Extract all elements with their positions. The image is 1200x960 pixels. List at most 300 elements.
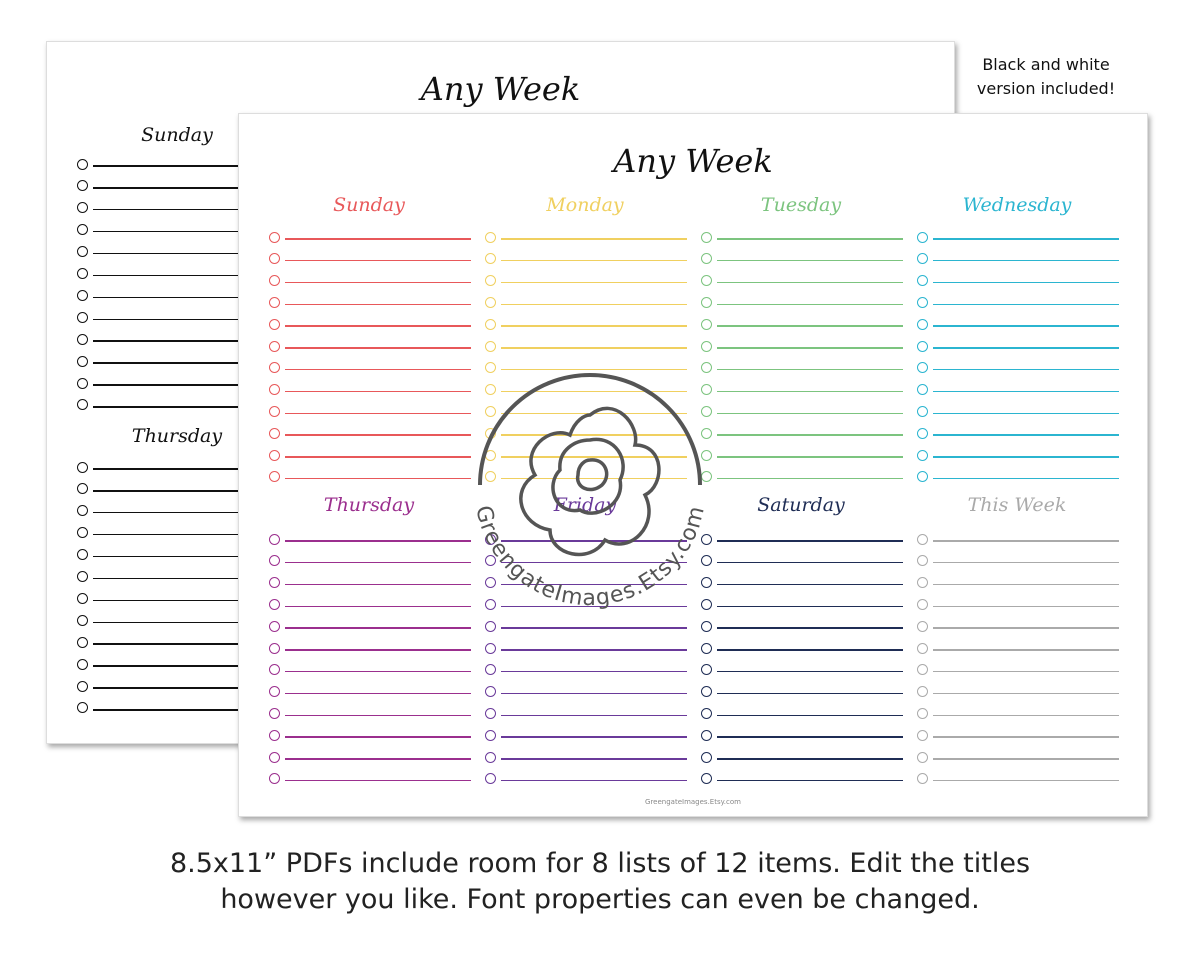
checkbox-circle-icon[interactable] [77, 637, 88, 648]
checklist-item[interactable] [917, 751, 1119, 763]
checkbox-circle-icon[interactable] [917, 232, 928, 243]
checkbox-circle-icon[interactable] [269, 471, 280, 482]
checklist-item[interactable] [77, 399, 242, 411]
checklist-item[interactable] [77, 333, 242, 345]
item-line[interactable] [93, 600, 242, 601]
checkbox-circle-icon[interactable] [77, 246, 88, 257]
item-line[interactable] [717, 584, 903, 585]
item-line[interactable] [933, 715, 1119, 716]
checkbox-circle-icon[interactable] [269, 773, 280, 784]
checklist-item[interactable] [917, 642, 1119, 654]
checkbox-circle-icon[interactable] [269, 253, 280, 264]
checklist-item[interactable] [701, 318, 903, 330]
item-line[interactable] [285, 325, 471, 326]
checklist-item[interactable] [77, 224, 242, 236]
item-line[interactable] [93, 231, 242, 232]
item-line[interactable] [501, 693, 687, 694]
checklist-item[interactable] [77, 527, 242, 539]
checklist-item[interactable] [701, 253, 903, 265]
checkbox-circle-icon[interactable] [269, 599, 280, 610]
item-line[interactable] [717, 562, 903, 563]
checklist-item[interactable] [701, 340, 903, 352]
checkbox-circle-icon[interactable] [701, 730, 712, 741]
checkbox-circle-icon[interactable] [701, 621, 712, 632]
checkbox-circle-icon[interactable] [701, 319, 712, 330]
checkbox-circle-icon[interactable] [701, 297, 712, 308]
checklist-item[interactable] [917, 296, 1119, 308]
checkbox-circle-icon[interactable] [917, 275, 928, 286]
checkbox-circle-icon[interactable] [269, 384, 280, 395]
item-line[interactable] [93, 340, 242, 341]
checklist-item[interactable] [485, 707, 687, 719]
checkbox-circle-icon[interactable] [917, 686, 928, 697]
item-line[interactable] [933, 304, 1119, 305]
checkbox-circle-icon[interactable] [917, 319, 928, 330]
checklist-item[interactable] [701, 707, 903, 719]
checklist-item[interactable] [485, 620, 687, 632]
checklist-item[interactable] [269, 340, 471, 352]
checklist-item[interactable] [701, 231, 903, 243]
item-line[interactable] [285, 736, 471, 737]
checkbox-circle-icon[interactable] [485, 643, 496, 654]
item-line[interactable] [501, 649, 687, 650]
item-line[interactable] [93, 187, 242, 188]
item-line[interactable] [93, 622, 242, 623]
item-line[interactable] [93, 512, 242, 513]
item-line[interactable] [717, 606, 903, 607]
checklist-item[interactable] [917, 707, 1119, 719]
checklist-item[interactable] [917, 253, 1119, 265]
checkbox-circle-icon[interactable] [269, 362, 280, 373]
item-line[interactable] [501, 260, 687, 261]
checkbox-circle-icon[interactable] [917, 621, 928, 632]
checkbox-circle-icon[interactable] [917, 730, 928, 741]
checklist-item[interactable] [77, 268, 242, 280]
checklist-item[interactable] [77, 592, 242, 604]
item-line[interactable] [717, 347, 903, 348]
item-line[interactable] [501, 736, 687, 737]
checklist-item[interactable] [917, 598, 1119, 610]
checklist-item[interactable] [485, 773, 687, 785]
checkbox-circle-icon[interactable] [917, 555, 928, 566]
checkbox-circle-icon[interactable] [917, 534, 928, 545]
item-line[interactable] [717, 671, 903, 672]
checkbox-circle-icon[interactable] [269, 341, 280, 352]
checkbox-circle-icon[interactable] [917, 384, 928, 395]
bw-list-heading: Thursday [131, 425, 223, 447]
checklist-item[interactable] [269, 318, 471, 330]
item-line[interactable] [933, 391, 1119, 392]
item-line[interactable] [93, 319, 242, 320]
item-line[interactable] [285, 627, 471, 628]
checklist-item[interactable] [77, 702, 242, 714]
item-line[interactable] [933, 347, 1119, 348]
item-line[interactable] [285, 715, 471, 716]
checkbox-circle-icon[interactable] [269, 534, 280, 545]
item-line[interactable] [285, 649, 471, 650]
checkbox-circle-icon[interactable] [77, 180, 88, 191]
item-line[interactable] [501, 715, 687, 716]
item-line[interactable] [501, 671, 687, 672]
checklist-item[interactable] [485, 751, 687, 763]
item-line[interactable] [933, 540, 1119, 541]
checkbox-circle-icon[interactable] [485, 752, 496, 763]
checkbox-circle-icon[interactable] [917, 362, 928, 373]
checklist-item[interactable] [269, 253, 471, 265]
checklist-item[interactable] [77, 505, 242, 517]
checklist-item[interactable] [917, 427, 1119, 439]
checkbox-circle-icon[interactable] [77, 378, 88, 389]
checkbox-circle-icon[interactable] [77, 399, 88, 410]
checklist-item[interactable] [77, 202, 242, 214]
checkbox-circle-icon[interactable] [77, 356, 88, 367]
checkbox-circle-icon[interactable] [77, 290, 88, 301]
checkbox-circle-icon[interactable] [77, 483, 88, 494]
checkbox-circle-icon[interactable] [917, 708, 928, 719]
item-line[interactable] [717, 715, 903, 716]
item-line[interactable] [93, 578, 242, 579]
checklist-item[interactable] [77, 246, 242, 258]
checklist-item[interactable] [701, 686, 903, 698]
item-line[interactable] [933, 434, 1119, 435]
checklist-item[interactable] [77, 658, 242, 670]
checkbox-circle-icon[interactable] [269, 664, 280, 675]
checklist-item[interactable] [701, 275, 903, 287]
checkbox-circle-icon[interactable] [917, 297, 928, 308]
item-line[interactable] [93, 406, 242, 407]
checkbox-circle-icon[interactable] [269, 577, 280, 588]
checklist-item[interactable] [917, 405, 1119, 417]
item-line[interactable] [285, 282, 471, 283]
checkbox-circle-icon[interactable] [269, 621, 280, 632]
checklist-item[interactable] [269, 620, 471, 632]
checkbox-circle-icon[interactable] [701, 686, 712, 697]
checkbox-circle-icon[interactable] [269, 297, 280, 308]
checklist-item[interactable] [917, 664, 1119, 676]
checkbox-circle-icon[interactable] [269, 319, 280, 330]
item-line[interactable] [717, 780, 903, 781]
item-line[interactable] [501, 627, 687, 628]
checkbox-circle-icon[interactable] [269, 555, 280, 566]
item-line[interactable] [501, 238, 687, 239]
checkbox-circle-icon[interactable] [485, 730, 496, 741]
checkbox-circle-icon[interactable] [917, 752, 928, 763]
item-line[interactable] [933, 736, 1119, 737]
list-heading[interactable]: Sunday [333, 194, 405, 216]
checkbox-circle-icon[interactable] [917, 471, 928, 482]
checklist-item[interactable] [77, 571, 242, 583]
checklist-item[interactable] [701, 620, 903, 632]
checklist-item[interactable] [77, 311, 242, 323]
item-line[interactable] [285, 758, 471, 759]
item-line[interactable] [933, 780, 1119, 781]
checklist-item[interactable] [917, 620, 1119, 632]
checklist-item[interactable] [701, 751, 903, 763]
item-line[interactable] [285, 693, 471, 694]
checkbox-circle-icon[interactable] [269, 752, 280, 763]
checkbox-circle-icon[interactable] [485, 664, 496, 675]
item-line[interactable] [717, 260, 903, 261]
list-heading[interactable]: Monday [546, 194, 624, 216]
item-line[interactable] [285, 304, 471, 305]
checklist-item[interactable] [269, 686, 471, 698]
item-line[interactable] [93, 490, 242, 491]
item-line[interactable] [717, 693, 903, 694]
checklist-item[interactable] [917, 231, 1119, 243]
item-line[interactable] [501, 325, 687, 326]
item-line[interactable] [933, 325, 1119, 326]
item-line[interactable] [93, 709, 242, 710]
checkbox-circle-icon[interactable] [77, 571, 88, 582]
item-line[interactable] [717, 304, 903, 305]
list-heading[interactable]: Tuesday [760, 194, 842, 216]
item-line[interactable] [93, 253, 242, 254]
item-line[interactable] [933, 478, 1119, 479]
checklist-item[interactable] [77, 289, 242, 301]
checklist-item[interactable] [701, 729, 903, 741]
checklist-item[interactable] [269, 642, 471, 654]
checkbox-circle-icon[interactable] [917, 773, 928, 784]
item-line[interactable] [717, 456, 903, 457]
checkbox-circle-icon[interactable] [485, 319, 496, 330]
checkbox-circle-icon[interactable] [77, 593, 88, 604]
checkbox-circle-icon[interactable] [485, 297, 496, 308]
item-line[interactable] [93, 275, 242, 276]
checklist-item[interactable] [485, 318, 687, 330]
checkbox-circle-icon[interactable] [269, 643, 280, 654]
checkbox-circle-icon[interactable] [917, 428, 928, 439]
checklist-item[interactable] [917, 275, 1119, 287]
checklist-item[interactable] [269, 296, 471, 308]
checkbox-circle-icon[interactable] [485, 686, 496, 697]
item-line[interactable] [93, 556, 242, 557]
checklist-item[interactable] [917, 555, 1119, 567]
item-line[interactable] [501, 304, 687, 305]
checkbox-circle-icon[interactable] [917, 664, 928, 675]
checkbox-circle-icon[interactable] [485, 253, 496, 264]
checkbox-circle-icon[interactable] [77, 527, 88, 538]
checkbox-circle-icon[interactable] [77, 505, 88, 516]
checkbox-circle-icon[interactable] [269, 428, 280, 439]
list-heading[interactable]: Friday [553, 494, 617, 516]
checkbox-circle-icon[interactable] [485, 621, 496, 632]
item-line[interactable] [717, 649, 903, 650]
item-line[interactable] [933, 562, 1119, 563]
checkbox-circle-icon[interactable] [77, 202, 88, 213]
list-heading[interactable]: Saturday [757, 494, 845, 516]
checklist-item[interactable] [917, 471, 1119, 483]
item-line[interactable] [717, 736, 903, 737]
checkbox-circle-icon[interactable] [77, 462, 88, 473]
item-line[interactable] [717, 478, 903, 479]
item-line[interactable] [717, 238, 903, 239]
item-line[interactable] [717, 369, 903, 370]
checkbox-circle-icon[interactable] [77, 702, 88, 713]
checkbox-circle-icon[interactable] [77, 334, 88, 345]
checklist-item[interactable] [269, 751, 471, 763]
checkbox-circle-icon[interactable] [269, 450, 280, 461]
checkbox-circle-icon[interactable] [77, 615, 88, 626]
item-line[interactable] [717, 325, 903, 326]
item-line[interactable] [717, 434, 903, 435]
checklist-item[interactable] [269, 773, 471, 785]
checklist-item[interactable] [701, 642, 903, 654]
checklist-item[interactable] [485, 275, 687, 287]
checklist-item[interactable] [917, 340, 1119, 352]
item-line[interactable] [501, 758, 687, 759]
checkbox-circle-icon[interactable] [269, 686, 280, 697]
item-line[interactable] [93, 687, 242, 688]
list-heading[interactable]: Thursday [323, 494, 415, 516]
checkbox-circle-icon[interactable] [269, 275, 280, 286]
item-line[interactable] [933, 584, 1119, 585]
checkbox-circle-icon[interactable] [77, 224, 88, 235]
checkbox-circle-icon[interactable] [77, 268, 88, 279]
checkbox-circle-icon[interactable] [485, 341, 496, 352]
checkbox-circle-icon[interactable] [701, 708, 712, 719]
item-line[interactable] [93, 468, 242, 469]
checklist-item[interactable] [917, 577, 1119, 589]
checklist-item[interactable] [269, 729, 471, 741]
checkbox-circle-icon[interactable] [917, 599, 928, 610]
item-line[interactable] [717, 540, 903, 541]
checklist-item[interactable] [917, 384, 1119, 396]
item-line[interactable] [933, 627, 1119, 628]
checkbox-circle-icon[interactable] [917, 450, 928, 461]
checklist-item[interactable] [701, 773, 903, 785]
checklist-item[interactable] [77, 180, 242, 192]
checklist-item[interactable] [917, 362, 1119, 374]
checkbox-circle-icon[interactable] [77, 659, 88, 670]
item-line[interactable] [93, 362, 242, 363]
checklist-item[interactable] [485, 664, 687, 676]
checkbox-circle-icon[interactable] [701, 773, 712, 784]
list-heading[interactable]: Wednesday [962, 194, 1072, 216]
checkbox-circle-icon[interactable] [77, 312, 88, 323]
item-line[interactable] [501, 780, 687, 781]
checklist-item[interactable] [485, 686, 687, 698]
item-line[interactable] [933, 260, 1119, 261]
checkbox-circle-icon[interactable] [701, 752, 712, 763]
item-line[interactable] [717, 391, 903, 392]
checkbox-circle-icon[interactable] [917, 577, 928, 588]
checklist-item[interactable] [77, 614, 242, 626]
checkbox-circle-icon[interactable] [917, 406, 928, 417]
item-line[interactable] [933, 456, 1119, 457]
item-line[interactable] [933, 671, 1119, 672]
checklist-item[interactable] [917, 729, 1119, 741]
checkbox-circle-icon[interactable] [701, 275, 712, 286]
item-line[interactable] [933, 282, 1119, 283]
item-line[interactable] [933, 606, 1119, 607]
checklist-item[interactable] [269, 664, 471, 676]
item-line[interactable] [717, 627, 903, 628]
item-line[interactable] [285, 347, 471, 348]
checkbox-circle-icon[interactable] [269, 406, 280, 417]
checkbox-circle-icon[interactable] [485, 275, 496, 286]
checklist-item[interactable] [77, 549, 242, 561]
checkbox-circle-icon[interactable] [701, 664, 712, 675]
checkbox-circle-icon[interactable] [701, 643, 712, 654]
item-line[interactable] [933, 693, 1119, 694]
item-line[interactable] [285, 238, 471, 239]
item-line[interactable] [93, 534, 242, 535]
checkbox-circle-icon[interactable] [917, 643, 928, 654]
checkbox-circle-icon[interactable] [701, 253, 712, 264]
checklist-item[interactable] [77, 636, 242, 648]
checklist-item[interactable] [917, 773, 1119, 785]
item-line[interactable] [285, 780, 471, 781]
checkbox-circle-icon[interactable] [701, 232, 712, 243]
checkbox-circle-icon[interactable] [77, 681, 88, 692]
checklist-item[interactable] [701, 664, 903, 676]
item-line[interactable] [933, 649, 1119, 650]
checklist-item[interactable] [269, 275, 471, 287]
checklist-item[interactable] [485, 253, 687, 265]
item-line[interactable] [93, 165, 242, 166]
checklist-item[interactable] [485, 340, 687, 352]
item-line[interactable] [933, 413, 1119, 414]
item-line[interactable] [501, 347, 687, 348]
checkbox-circle-icon[interactable] [269, 708, 280, 719]
checkbox-circle-icon[interactable] [701, 341, 712, 352]
checkbox-circle-icon[interactable] [485, 708, 496, 719]
checklist-item[interactable] [77, 377, 242, 389]
checklist-item[interactable] [701, 296, 903, 308]
checkbox-circle-icon[interactable] [917, 341, 928, 352]
checklist-item[interactable] [269, 231, 471, 243]
checkbox-circle-icon[interactable] [485, 773, 496, 784]
item-line[interactable] [933, 238, 1119, 239]
checkbox-circle-icon[interactable] [269, 730, 280, 741]
item-line[interactable] [717, 413, 903, 414]
item-line[interactable] [93, 209, 242, 210]
checklist-item[interactable] [485, 231, 687, 243]
checklist-item[interactable] [77, 355, 242, 367]
checklist-item[interactable] [485, 729, 687, 741]
checklist-item[interactable] [77, 483, 242, 495]
checklist-item[interactable] [485, 296, 687, 308]
checkbox-circle-icon[interactable] [269, 232, 280, 243]
item-line[interactable] [933, 369, 1119, 370]
item-line[interactable] [933, 758, 1119, 759]
item-line[interactable] [285, 671, 471, 672]
checkbox-circle-icon[interactable] [917, 253, 928, 264]
item-line[interactable] [717, 758, 903, 759]
item-line[interactable] [501, 282, 687, 283]
item-line[interactable] [717, 282, 903, 283]
checklist-item[interactable] [917, 686, 1119, 698]
checklist-item[interactable] [77, 680, 242, 692]
checklist-item[interactable] [269, 707, 471, 719]
list-heading[interactable]: This Week [967, 494, 1067, 516]
checklist-item[interactable] [917, 318, 1119, 330]
checklist-item[interactable] [917, 449, 1119, 461]
checklist-item[interactable] [77, 461, 242, 473]
item-line[interactable] [285, 260, 471, 261]
item-line[interactable] [93, 665, 242, 666]
item-line[interactable] [93, 643, 242, 644]
checklist-item[interactable] [917, 533, 1119, 545]
checklist-item[interactable] [77, 158, 242, 170]
checkbox-circle-icon[interactable] [485, 232, 496, 243]
checkbox-circle-icon[interactable] [77, 159, 88, 170]
checklist-item[interactable] [485, 642, 687, 654]
item-line[interactable] [93, 297, 242, 298]
bw-note: Black and white version included! [976, 55, 1116, 98]
item-line[interactable] [93, 384, 242, 385]
checkbox-circle-icon[interactable] [77, 549, 88, 560]
